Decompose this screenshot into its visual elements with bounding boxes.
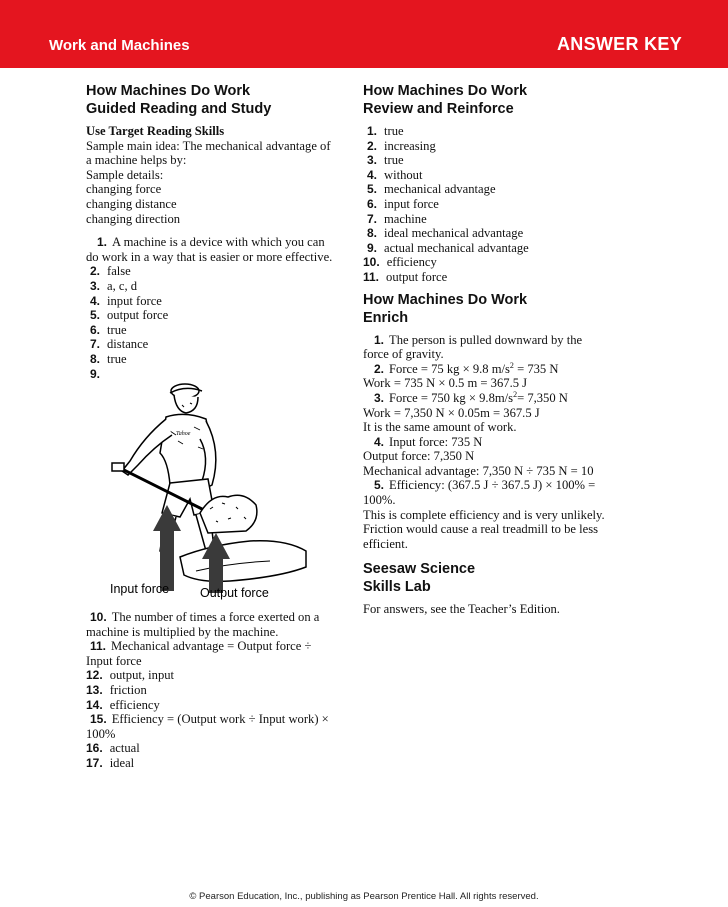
item-number: 1.	[366, 124, 377, 138]
item-number: 13.	[86, 683, 103, 698]
answer-key-label: ANSWER KEY	[556, 34, 682, 54]
review-item	[363, 139, 629, 154]
answer-continuation: Input force	[86, 653, 142, 668]
review-item	[363, 168, 629, 183]
item-text: efficiency	[109, 697, 160, 712]
review-item	[363, 241, 629, 256]
enrich-item	[363, 333, 629, 348]
section-subtitle: Skills Lab	[363, 579, 431, 596]
worker-shovel-illustration	[110, 381, 310, 606]
enrich-heading	[363, 291, 629, 327]
answer-item	[86, 294, 344, 309]
answer-continuation: machine is multiplied by the machine.	[86, 624, 279, 639]
item-number: 1.	[97, 235, 108, 250]
item-text: ideal mechanical advantage	[384, 226, 524, 241]
item-text: Mechanical advantage = Output force ÷	[111, 639, 312, 654]
answer-item	[86, 610, 344, 625]
answer-item	[86, 756, 344, 771]
item-text: distance	[107, 337, 149, 352]
item-number: 9.	[89, 366, 100, 381]
item-number: 2.	[374, 361, 385, 376]
answer-continuation: do work in a way that is easier or more effective.	[86, 249, 333, 264]
answer-continuation: 100%	[86, 726, 116, 741]
answer-continuation: Mechanical advantage: 7,350 N ÷ 735 N = 10	[363, 463, 594, 478]
item-text: true	[384, 124, 404, 138]
header-banner	[0, 0, 728, 68]
item-number: 14.	[86, 697, 103, 712]
item-number: 5.	[89, 308, 100, 323]
superscript: 2	[509, 360, 514, 370]
seesaw-text: For answers, see the Teacher’s Edition.	[363, 602, 560, 617]
enrich-item	[363, 435, 629, 450]
item-number: 4.	[89, 293, 100, 308]
item-text: actual	[109, 741, 140, 756]
item-number: 2.	[366, 138, 377, 153]
item-number: 3.	[89, 278, 100, 293]
item-number: 15.	[90, 712, 107, 727]
answer-item	[86, 668, 344, 683]
intro-text	[86, 139, 344, 227]
answer-list	[86, 741, 344, 770]
section-subtitle: Guided Reading and Study	[86, 101, 272, 117]
item-text: Input force: 735 N	[389, 434, 483, 449]
enrich-item	[363, 362, 629, 377]
answer-item	[86, 352, 344, 367]
answer-item	[86, 323, 344, 338]
item-text: efficiency	[386, 255, 437, 270]
item-text: mechanical advantage	[384, 182, 496, 197]
intro-line: Sample details:	[86, 167, 164, 182]
item-text: true	[384, 153, 404, 168]
item-text: Force = 750 kg × 9.8m/s	[389, 390, 514, 405]
shirt-text: Tahoe	[176, 431, 191, 438]
item-number: 5.	[366, 182, 377, 197]
item-text: ideal	[109, 756, 135, 771]
item-text: friction	[109, 683, 147, 698]
item-number: 3.	[374, 390, 385, 405]
answer-list	[86, 668, 344, 712]
shovel-figure	[110, 381, 310, 606]
item-text: The person is pulled downward by the	[389, 332, 583, 347]
answer-continuation: force of gravity.	[363, 347, 444, 362]
item-text: The number of times a force exerted on a	[111, 610, 320, 625]
review-heading	[363, 82, 629, 118]
item-number: 7.	[89, 337, 100, 352]
item-text: machine	[384, 211, 427, 226]
section-title: Seesaw Science	[363, 561, 476, 578]
answer-continuation: Output force: 7,350 N	[363, 449, 475, 464]
intro-line: changing direction	[86, 211, 181, 226]
chapter-title: Work and Machines	[49, 37, 190, 54]
item-text: input force	[384, 196, 439, 211]
item-text: true	[107, 322, 127, 337]
item-number: 17.	[86, 756, 103, 771]
answer-item	[86, 741, 344, 756]
item-number: 6.	[89, 322, 100, 337]
answer-item	[86, 235, 344, 250]
item-text: false	[107, 264, 131, 279]
seesaw-heading	[363, 560, 629, 596]
answer-item	[86, 279, 344, 294]
copyright-footer: © Pearson Education, Inc., publishing as Pearson Prentice Hall. All rights reserved.	[189, 891, 539, 902]
answer-continuation: Friction would cause a real treadmill to be less	[363, 522, 599, 537]
answer-continuation: It is the same amount of work.	[363, 420, 517, 435]
item-text: a, c, d	[107, 278, 138, 293]
answer-continuation: Work = 735 N × 0.5 m = 367.5 J	[363, 376, 528, 391]
review-item	[363, 197, 629, 212]
answer-item	[86, 308, 344, 323]
item-text: increasing	[384, 138, 436, 153]
item-number: 10.	[90, 610, 107, 625]
enrich-item	[363, 478, 629, 507]
item-text: Efficiency = (Output work ÷ Input work) ×	[111, 712, 329, 727]
item-text: = 7,350 N	[517, 390, 568, 405]
item-text: without	[384, 167, 423, 182]
item-text: input force	[107, 293, 162, 308]
item-number: 8.	[366, 226, 377, 241]
item-number: 3.	[366, 153, 377, 168]
review-item	[363, 153, 629, 168]
item-text: actual mechanical advantage	[384, 240, 529, 255]
answer-item	[86, 337, 344, 352]
intro-line: Sample main idea: The mechanical advantage of	[86, 138, 331, 153]
left-column	[86, 82, 344, 771]
answer-list	[86, 264, 344, 381]
section-subtitle: Enrich	[363, 309, 409, 326]
item-number: 8.	[89, 351, 100, 366]
item-number: 11.	[90, 639, 107, 654]
superscript: 2	[513, 389, 518, 399]
item-number: 6.	[366, 196, 377, 211]
item-number: 10.	[363, 255, 380, 270]
guided-reading-heading	[86, 82, 344, 118]
right-column	[363, 82, 629, 617]
section-title: How Machines Do Work	[363, 83, 528, 99]
answer-item	[86, 698, 344, 713]
item-number: 2.	[89, 264, 100, 279]
answer-continuation: efficient.	[363, 536, 408, 551]
item-text: Force = 75 kg × 9.8 m/s	[389, 361, 510, 376]
item-number: 5.	[374, 478, 385, 493]
review-item	[363, 182, 629, 197]
answer-continuation: Work = 7,350 N × 0.05m = 367.5 J	[363, 405, 540, 420]
section-subtitle: Review and Reinforce	[363, 101, 514, 117]
enrich-item	[363, 391, 629, 406]
answer-item	[86, 712, 344, 727]
input-force-label: Input force	[110, 582, 170, 597]
section-title: How Machines Do Work	[86, 83, 251, 99]
answer-continuation: This is complete efficiency and is very unlikely.	[363, 507, 605, 522]
item-number: 4.	[366, 167, 377, 182]
item-number: 9.	[366, 240, 377, 255]
item-number: 12.	[86, 668, 103, 683]
item-number: 16.	[86, 741, 103, 756]
answer-item	[86, 367, 344, 382]
review-item	[363, 212, 629, 227]
answer-item	[86, 639, 344, 654]
section-title: How Machines Do Work	[363, 291, 528, 308]
item-text: output force	[107, 308, 169, 323]
intro-line: changing distance	[86, 196, 177, 211]
intro-line: a machine helps by:	[86, 153, 187, 168]
review-item	[363, 270, 629, 285]
review-item	[363, 226, 629, 241]
item-number: 11.	[363, 269, 380, 284]
review-item	[363, 124, 629, 139]
item-text: output force	[386, 269, 448, 284]
intro-line: changing force	[86, 182, 162, 197]
review-item	[363, 255, 629, 270]
answer-item	[86, 264, 344, 279]
item-text: A machine is a device with which you can	[112, 235, 325, 250]
item-number: 7.	[366, 211, 377, 226]
item-text: = 735 N	[513, 361, 559, 376]
item-text: true	[107, 351, 127, 366]
output-force-label: Output force	[200, 586, 269, 601]
item-text: Efficiency: (367.5 J ÷ 367.5 J) × 100% = 100%.	[363, 478, 596, 508]
answer-item	[86, 683, 344, 698]
subhead: Use Target Reading Skills	[86, 124, 225, 138]
item-number: 4.	[374, 434, 385, 449]
review-list	[363, 124, 629, 285]
item-number: 1.	[374, 332, 385, 347]
item-text: output, input	[109, 668, 175, 683]
